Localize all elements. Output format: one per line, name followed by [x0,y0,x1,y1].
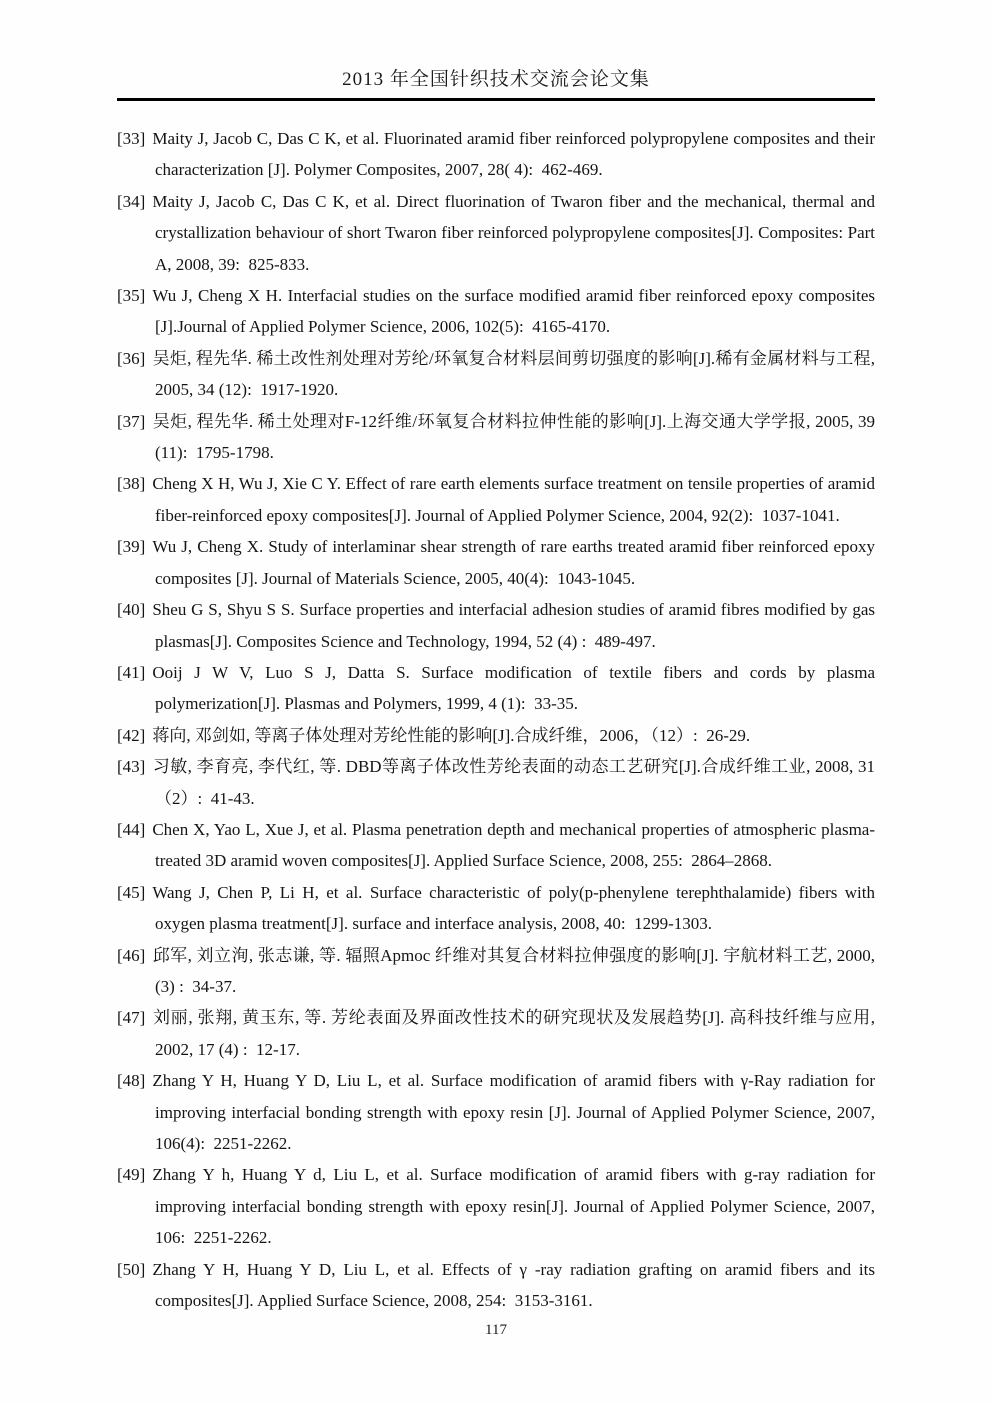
reference-item-49 [117,1159,875,1253]
reference-item-47 [117,1002,875,1065]
reference-number: [42] [117,725,146,745]
reference-item-44 [117,814,875,877]
reference-text: 邱军, 刘立洵, 张志谦, 等. 辐照Apmoc 纤维对其复合材料拉伸强度的影响[J]. 宇航材料工艺, 2000, (3) : 34-37. [152,945,875,996]
reference-number: [37] [117,411,146,431]
reference-text: Wu J, Cheng X. Study of interlaminar shear strength of rare earths treated aramid fiber reinforced epoxy composites [J]. Journal of Materials Science, 2005, 40(4): 1043-1045. [152,537,875,588]
reference-item-33 [117,123,875,186]
page-header-title: 2013 年全国针织技术交流会论文集 [342,69,650,90]
reference-item-43 [117,751,875,814]
reference-item-50 [117,1254,875,1317]
reference-text: 吴炬, 程先华. 稀土处理对F-12纤维/环氧复合材料拉伸性能的影响[J].上海交通大学学报, 2005, 39 (11): 1795-1798. [152,411,875,463]
reference-number: [44] [117,819,146,839]
reference-text: Chen X, Yao L, Xue J, et al. Plasma penetration depth and mechanical properties of atmospheric plasma-treated 3D aramid woven composites[J]. Applied Surface Science, 2008, 255: 2864–2868. [152,819,875,871]
reference-text: 刘丽, 张翔, 黄玉东, 等. 芳纶表面及界面改性技术的研究现状及发展趋势[J]. 高科技纤维与应用, 2002, 17 (4) : 12-17. [152,1008,875,1059]
reference-item-42 [117,720,875,751]
reference-item-45 [117,877,875,940]
reference-text: Cheng X H, Wu J, Xie C Y. Effect of rare earth elements surface treatment on tensile properties of aramid fiber-reinforced epoxy composites[J]. Journal of Applied Polymer Science, 2004, 92(2): 1037-1041. [152,474,875,525]
reference-number: [36] [117,348,146,368]
page-footer [0,1319,992,1341]
reference-item-41 [117,657,875,720]
reference-number: [39] [117,537,146,557]
reference-text: Ooij J W V, Luo S J, Datta S. Surface modification of textile fibers and cords by plasma polymerization[J]. Plasmas and Polymers, 1999, 4 (1): 33-35. [152,662,875,714]
reference-number: [49] [117,1165,146,1185]
reference-text: Wu J, Cheng X H. Interfacial studies on the surface modified aramid fiber reinforced epoxy composites [J].Journal of Applied Polymer Science, 2006, 102(5): 4165-4170. [152,286,875,337]
reference-number: [48] [117,1071,146,1091]
reference-item-36 [117,343,875,406]
reference-number: [33] [117,129,146,148]
reference-item-34 [117,186,875,280]
reference-number: [40] [117,600,146,620]
reference-item-37 [117,406,875,469]
reference-item-48 [117,1065,875,1159]
reference-number: [34] [117,191,146,211]
reference-text: Wang J, Chen P, Li H, et al. Surface characteristic of poly(p-phenylene terephthalamide) fibers with oxygen plasma treatment[J]. surface and interface analysis, 2008, 40: 1299-1303. [152,882,875,934]
reference-item-38 [117,468,875,531]
reference-number: [41] [117,662,146,682]
reference-number: [43] [117,757,146,777]
page-number: 117 [485,1322,507,1339]
reference-number: [38] [117,474,146,494]
reference-list [117,123,875,1316]
reference-item-40 [117,594,875,657]
reference-text: Zhang Y h, Huang Y d, Liu L, et al. Surface modification of aramid fibers with g-ray radiation for improving interfacial bonding strength with epoxy resin[J]. Journal of Applied Polymer Science, 2007, 106: 2251-2262. [152,1165,875,1248]
reference-text: 吴炬, 程先华. 稀土改性剂处理对芳纶/环氧复合材料层间剪切强度的影响[J].稀有金属材料与工程, 2005, 34 (12): 1917-1920. [152,348,875,400]
reference-number: [50] [117,1259,146,1279]
reference-text: Zhang Y H, Huang Y D, Liu L, et al. Surface modification of aramid fibers with γ-Ray radiation for improving interfacial bonding strength with epoxy resin [J]. Journal of Applied Polymer Science, 2007, 106(4): 2251-2262. [152,1071,875,1153]
reference-item-46 [117,940,875,1003]
reference-text: Maity J, Jacob C, Das C K, et al. Fluorinated aramid fiber reinforced polypropylene composites and their characterization [J]. Polymer Composites, 2007, 28( 4): 462-469. [152,129,875,180]
reference-item-39 [117,531,875,594]
page-header [0,0,992,101]
reference-text: Maity J, Jacob C, Das C K, et al. Direct fluorination of Twaron fiber and the mechanical, thermal and crystallization behaviour of short Twaron fiber reinforced polypropylene composites[J]. Composites: Part A, 2008, 39: 825-833. [152,191,875,274]
reference-text: 习敏, 李育亮, 李代红, 等. DBD等离子体改性芳纶表面的动态工艺研究[J].合成纤维工业, 2008, 31（2）: 41-43. [152,757,875,808]
reference-text: 蒋向, 邓剑如, 等离子体处理对芳纶性能的影响[J].合成纤维，2006，（12）: 26-29. [152,725,751,745]
reference-text: Sheu G S, Shyu S S. Surface properties and interfacial adhesion studies of aramid fibres modified by gas plasmas[J]. Composites Science and Technology, 1994, 52 (4) : 489-497. [152,600,875,651]
reference-number: [35] [117,286,146,306]
reference-number: [46] [117,945,146,965]
reference-number: [45] [117,882,146,902]
reference-number: [47] [117,1008,146,1028]
header-rule [117,98,875,101]
reference-text: Zhang Y H, Huang Y D, Liu L, et al. Effects of γ -ray radiation grafting on aramid fibers and its composites[J]. Applied Surface Science, 2008, 254: 3153-3161. [152,1259,875,1311]
reference-item-35 [117,280,875,343]
